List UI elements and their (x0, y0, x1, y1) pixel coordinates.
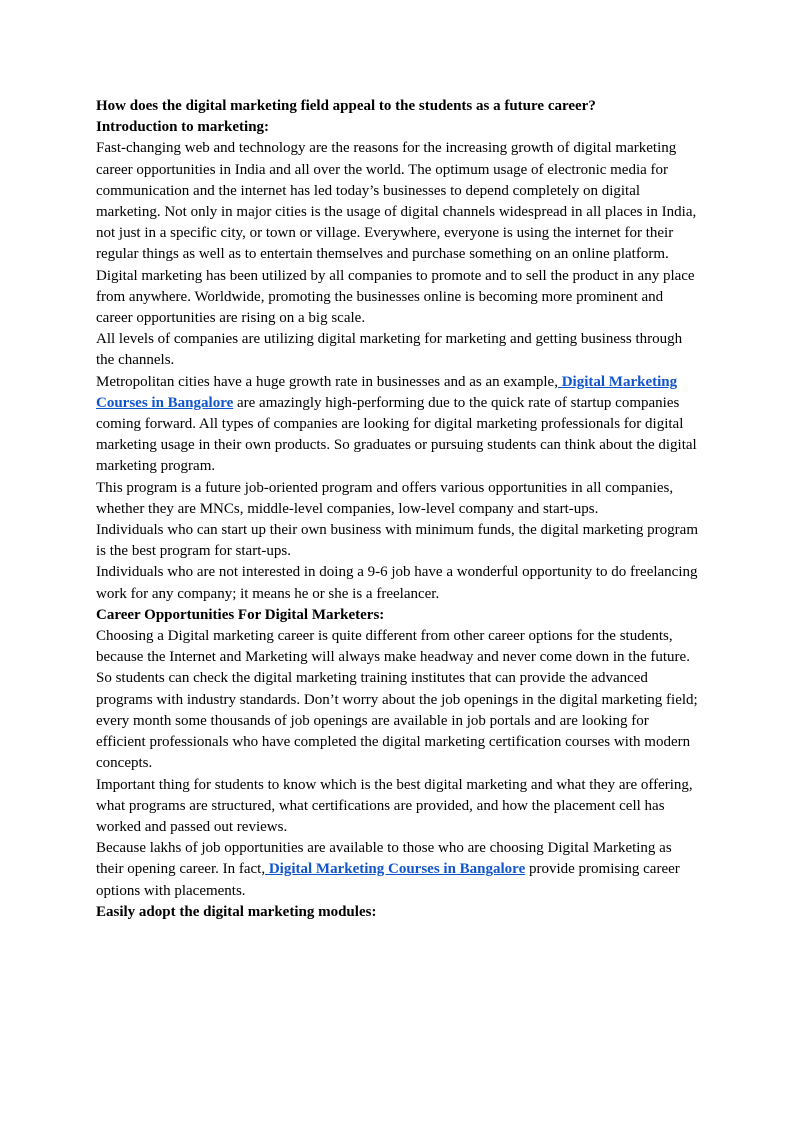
paragraph-career-choice: Choosing a Digital marketing career is quite different from other career options for the students, because the Internet and Marketing will always make headway and never come down in the future. (96, 628, 690, 666)
paragraph-company-levels: All levels of companies are utilizing digital marketing for marketing and getting business through the channels. (96, 331, 683, 369)
bangalore-courses-link-2[interactable]: Digital Marketing Courses in Bangalore (265, 861, 526, 878)
paragraph-lakhs (96, 838, 700, 902)
document-title: How does the digital marketing field appeal to the students as a future career? (96, 98, 596, 114)
paragraph-lakhs-text-b: provide promising career options with placements. (96, 861, 680, 899)
intro-heading: Introduction to marketing: (96, 119, 270, 136)
paragraph-startups: Individuals who can start up their own business with minimum funds, the digital marketing program is the best program for start-ups. (96, 522, 698, 560)
paragraph-institutes: So students can check the digital marketing training institutes that can provide the advanced programs with industry standards. Don’t worry about the job openings in the digital marketing field; every month some thousands of job openings are available in job portals and are looking for efficient professionals who have completed the digital marketing certification courses with modern concepts. (96, 670, 698, 772)
paragraph-metropolitan-text-b: are amazingly high-performing due to the quick rate of startup companies coming forward. All types of companies are looking for digital marketing professionals for digital marketing usage in their own products. So graduates or pursuing students can think about the digital marketing program. (96, 394, 697, 475)
paragraph-program: This program is a future job-oriented program and offers various opportunities in all companies, whether they are MNCs, middle-level companies, low-level company and start-ups. (96, 479, 674, 517)
paragraph-metropolitan-text-a: Metropolitan cities have a huge growth rate in businesses and as an example, (96, 373, 558, 390)
bangalore-courses-link-1[interactable]: Digital Marketing Courses in Bangalore (96, 373, 678, 411)
paragraph-intro: Fast-changing web and technology are the reasons for the increasing growth of digital marketing career opportunities in India and all over the world. The optimum usage of electronic media for communication and the internet has led today’s businesses to depend completely on digital marketing. Not only in major cities is the usage of digital channels widespread in all places in India, not just in a specific city, or town or village. Everywhere, everyone is using the internet for their regular things as well as to entertain themselves and purchase something on an online platform. (96, 140, 697, 263)
career-heading: Career Opportunities For Digital Marketers: (96, 606, 385, 623)
paragraph-lakhs-text-a: Because lakhs of job opportunities are available to those who are choosing Digital Marketing as their opening career. In fact, (96, 840, 672, 878)
paragraph-important: Important thing for students to know which is the best digital marketing and what they are offering, what programs are structured, what certifications are provided, and how the placement cell has worked and passed out reviews. (96, 776, 693, 835)
modules-heading: Easily adopt the digital marketing modules: (96, 903, 377, 920)
document-page (96, 96, 700, 923)
paragraph-metropolitan (96, 372, 700, 478)
paragraph-freelance: Individuals who are not interested in doing a 9-6 job have a wonderful opportunity to do freelancing work for any company; it means he or she is a freelancer. (96, 564, 698, 602)
paragraph-promotion: Digital marketing has been utilized by all companies to promote and to sell the product in any place from anywhere. Worldwide, promoting the businesses online is becoming more prominent and career opportunities are rising on a big scale. (96, 267, 695, 327)
